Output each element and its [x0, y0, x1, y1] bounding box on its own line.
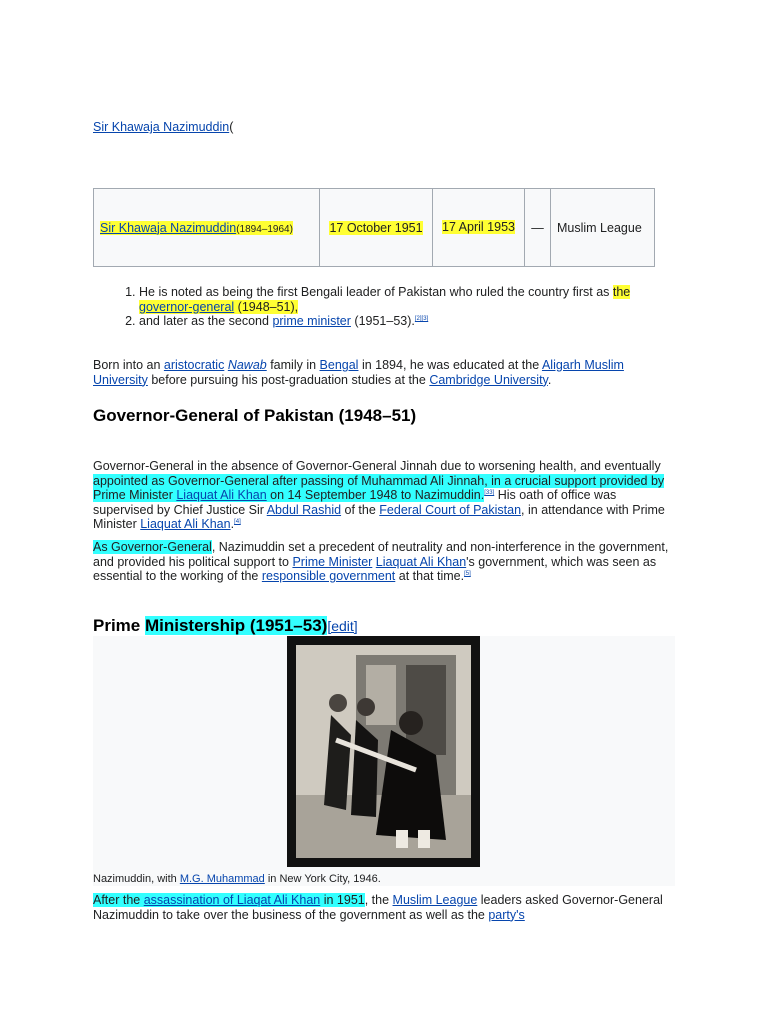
party-cell: [551, 189, 655, 267]
top-line: [93, 120, 233, 134]
name-cell: [94, 189, 320, 267]
note-text: (1951–53).: [350, 314, 415, 328]
nazimuddin-link[interactable]: Sir Khawaja Nazimuddin: [93, 120, 230, 134]
governor-general-paragraph-1: Governor-General in the absence of Governor-General Jinnah due to worsening health, and eventually appointed as Governor-General after passing of Muhammad Ali Jinnah, in a crucial support provided by Prime Minister Liaquat Ali Khan on 14 September 1948 to Nazimuddin.[33] His oath of office was supervised by Chief Justice Sir Abdul Rashid of the Federal Court of Pakistan, in attendance with Prime Minister Liaquat Ali Khan.[4]: [93, 459, 665, 531]
start-date-cell: [320, 189, 433, 267]
life-years: (1894–1964): [236, 223, 293, 235]
list-item: [139, 314, 663, 329]
assassination-link[interactable]: assassination of Liaqat Ali Khan: [143, 893, 321, 907]
party: Muslim League: [557, 220, 642, 235]
table-row: [94, 189, 655, 267]
abdul-rashid-link[interactable]: Abdul Rashid: [266, 502, 342, 517]
cambridge-link[interactable]: Cambridge University: [429, 372, 548, 387]
notes-list: [93, 285, 663, 329]
liaquat-link[interactable]: Liaquat Ali Khan: [140, 517, 231, 531]
born-paragraph: Born into an aristocratic Nawab family in Bengal in 1894, he was educated at the Aligarh Muslim University before pursuing his post-graduation studies at the Cambridge University.: [93, 358, 624, 387]
governor-general-paragraph-2: As Governor-General, Nazimuddin set a precedent of neutrality and non-interference in the government, and provided his political support to Prime Minister Liaquat Ali Khan's government, which was seen as essential to the working of the responsible government at that time.[5]: [93, 540, 669, 583]
section-heading-governor-general: Governor-General of Pakistan (1948–51): [93, 406, 417, 425]
nawab-link[interactable]: Nawab: [227, 358, 267, 372]
note-text: He is noted as being the first Bengali leader of Pakistan who ruled the country first as: [139, 285, 613, 299]
note-text: and later as the second: [139, 314, 273, 328]
mg-muhammad-link[interactable]: M.G. Muhammad: [179, 873, 265, 885]
note-text: (1948–51),: [234, 299, 299, 314]
reference-link[interactable]: [33]: [484, 489, 495, 496]
photo-nazimuddin[interactable]: [287, 636, 480, 867]
start-date: 17 October 1951: [329, 220, 423, 235]
dash-cell: [525, 189, 551, 267]
governor-general-link[interactable]: governor-general: [139, 299, 235, 314]
federal-court-link[interactable]: Federal Court of Pakistan: [379, 502, 522, 517]
liaquat-link[interactable]: Liaquat Ali Khan: [176, 488, 267, 502]
prime-ministership-paragraph: After the assassination of Liaqat Ali Khan in 1951, the Muslim League leaders asked Governor-General Nazimuddin to take over the business of the government as well as the party's: [93, 893, 663, 922]
reference-link[interactable]: [2][3]: [414, 315, 429, 322]
reference-link[interactable]: [5]: [464, 570, 471, 577]
photo-scene: [296, 645, 471, 858]
open-paren: (: [229, 120, 234, 134]
liaquat-link[interactable]: Liaquat Ali Khan: [375, 554, 467, 569]
prime-minister-link[interactable]: Prime Minister: [292, 554, 373, 569]
prime-minister-link[interactable]: prime minister: [272, 314, 351, 328]
bengal-link[interactable]: Bengal: [319, 358, 359, 372]
figure-caption: Nazimuddin, with M.G. Muhammad in New York City, 1946.: [93, 873, 381, 885]
photo-print: [296, 645, 471, 858]
reference-link[interactable]: [4]: [234, 518, 241, 525]
partys-link[interactable]: party's: [488, 907, 525, 922]
section-heading-prime-ministership: Prime Ministership (1951–53)[edit]: [93, 616, 358, 635]
responsible-government-link[interactable]: responsible government: [261, 569, 396, 583]
name-link[interactable]: Sir Khawaja Nazimuddin: [100, 220, 237, 235]
end-date-cell: [433, 189, 525, 267]
dash: —: [531, 220, 544, 235]
list-item: [139, 285, 663, 314]
muslim-league-link[interactable]: Muslim League: [392, 893, 478, 907]
office-table: [93, 188, 655, 267]
end-date: 17 April 1953: [442, 220, 515, 234]
note-text: the: [612, 285, 631, 299]
aristocratic-link[interactable]: aristocratic: [163, 358, 225, 372]
edit-link[interactable]: [edit]: [327, 618, 358, 634]
aligarh-link[interactable]: Aligarh Muslim University: [93, 358, 624, 387]
